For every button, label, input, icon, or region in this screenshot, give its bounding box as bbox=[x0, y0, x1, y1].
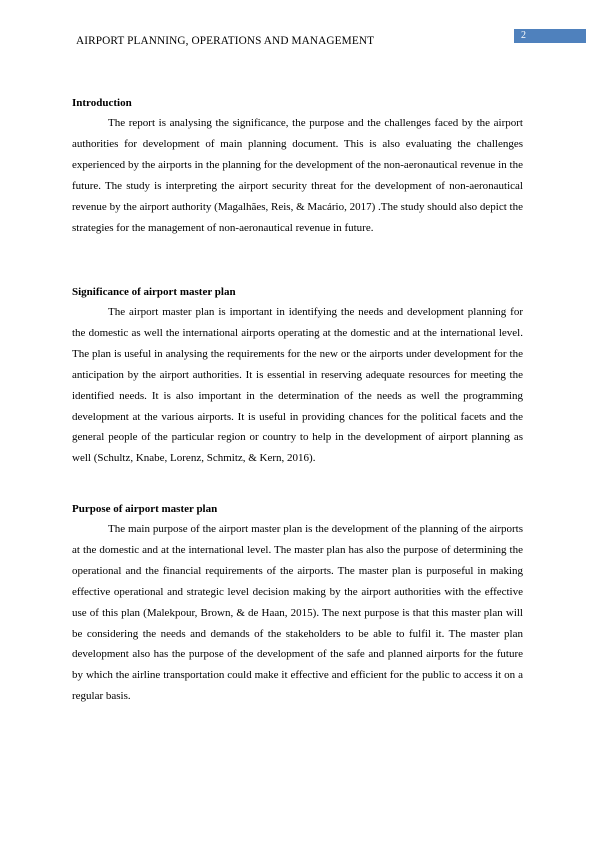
section-body: The airport master plan is important in identifying the needs and development planning for the domestic as well the international airports operating at the domestic and at the international level. The plan is useful in analysing the requirements for the new or the airports under development for the anticipation by the airport authorities. It is essential in reserving adequate resources for meeting the identified needs. It is also important in the determination of the needs as well the programming development at the various airports. It is useful in providing chances for the political facets and the general people of the particular region or country to help in the development of airport planning as well (Schultz, Knabe, Lorenz, Schmitz, & Kern, 2016). bbox=[72, 306, 523, 465]
section-purpose bbox=[72, 502, 523, 707]
page-number-badge: 2 bbox=[514, 29, 586, 43]
section-heading: Introduction bbox=[72, 97, 132, 109]
section-body: The report is analysing the significance, the purpose and the challenges faced by the airport authorities for development of main planning document. This is also evaluating the challenges experienced by the airports in the planning for the development of the non-aeronautical revenue in the future. The study is interpreting the airport security threat for the development of non-aeronautical revenue by the airport authority (Magalhães, Reis, & Macário, 2017) .The study should also depict the strategies for the management of non-aeronautical revenue in future. bbox=[72, 117, 523, 234]
section-heading: Purpose of airport master plan bbox=[72, 503, 218, 515]
section-body: The main purpose of the airport master plan is the development of the planning of the airports at the domestic and at the international level. The master plan has also the purpose of determining the operational and the financial requirements of the airports. The master plan is purposeful in making effective operational and strategic level decision making by the airport authorities with the effective use of this plan (Malekpour, Brown, & de Haan, 2015). The next purpose is that this master plan will be considering the needs and demands of the stakeholders to be able to fulfil it. The master plan development also has the purpose of the development of the safe and planned airports for the future by which the airline transportation could make it effective and efficient for the public to access it on a regular basis. bbox=[72, 523, 523, 703]
section-introduction bbox=[72, 96, 523, 238]
section-significance bbox=[72, 285, 523, 469]
section-heading: Significance of airport master plan bbox=[72, 286, 236, 298]
running-head-title: AIRPORT PLANNING, OPERATIONS AND MANAGEMENT bbox=[76, 35, 375, 47]
